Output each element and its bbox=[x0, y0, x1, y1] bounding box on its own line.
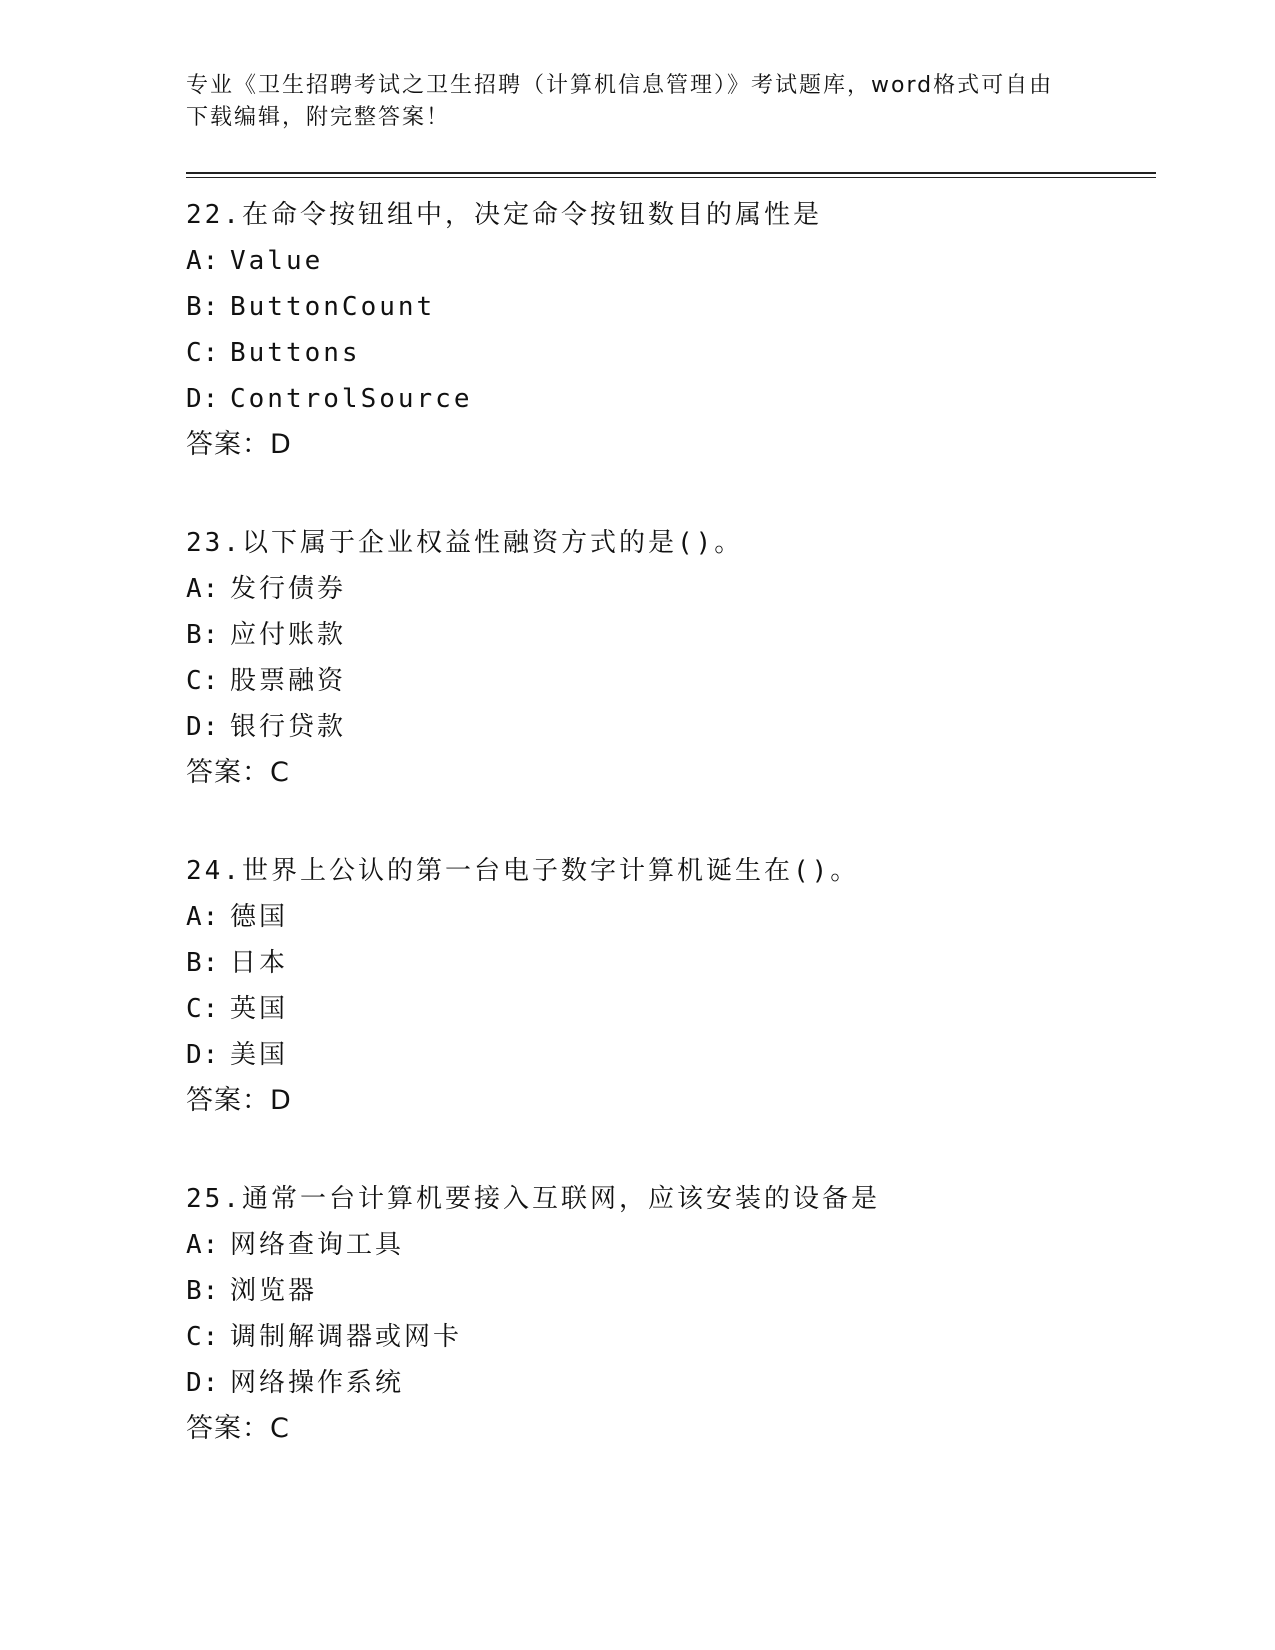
question-25 bbox=[186, 1176, 1156, 1452]
header-divider bbox=[186, 172, 1156, 178]
option-text: 网络操作系统 bbox=[230, 1368, 405, 1398]
option-text: 发行债券 bbox=[230, 574, 347, 604]
option-letter: D: bbox=[186, 1040, 220, 1070]
option-b bbox=[186, 284, 1156, 330]
option-text: 应付账款 bbox=[230, 620, 347, 650]
option-text: 银行贷款 bbox=[230, 712, 347, 742]
option-text: 股票融资 bbox=[230, 666, 347, 696]
option-a bbox=[186, 894, 1156, 940]
question-text: 25.通常一台计算机要接入互联网，应该安装的设备是 bbox=[186, 1184, 880, 1214]
option-letter: B: bbox=[186, 1276, 220, 1306]
option-letter: B: bbox=[186, 292, 220, 322]
question-text: 24.世界上公认的第一台电子数字计算机诞生在()。 bbox=[186, 856, 860, 886]
option-letter: C: bbox=[186, 1322, 220, 1352]
option-c bbox=[186, 986, 1156, 1032]
option-c bbox=[186, 1314, 1156, 1360]
option-text: 网络查询工具 bbox=[230, 1230, 405, 1260]
option-letter: C: bbox=[186, 338, 220, 368]
option-a bbox=[186, 238, 1156, 284]
option-text: 调制解调器或网卡 bbox=[230, 1322, 463, 1352]
option-letter: B: bbox=[186, 948, 220, 978]
question-text: 22.在命令按钮组中，决定命令按钮数目的属性是 bbox=[186, 200, 822, 230]
document-header: 专业《卫生招聘考试之卫生招聘（计算机信息管理）》考试题库，word格式可自由下载编辑，附完整答案！ bbox=[186, 73, 1054, 130]
answer-line: 答案：C bbox=[186, 1413, 290, 1444]
option-letter: B: bbox=[186, 620, 220, 650]
document-page bbox=[186, 70, 1156, 1452]
option-letter: C: bbox=[186, 994, 220, 1024]
question-22 bbox=[186, 192, 1156, 468]
option-d bbox=[186, 1360, 1156, 1406]
option-text: 日本 bbox=[230, 948, 289, 978]
answer-line: 答案：C bbox=[186, 757, 290, 788]
option-a bbox=[186, 1222, 1156, 1268]
option-a bbox=[186, 566, 1156, 612]
option-letter: D: bbox=[186, 1368, 220, 1398]
option-text: ButtonCount bbox=[230, 292, 436, 322]
option-letter: A: bbox=[186, 574, 220, 604]
answer-line: 答案：D bbox=[186, 1085, 292, 1116]
option-letter: D: bbox=[186, 712, 220, 742]
option-text: Value bbox=[230, 246, 324, 276]
question-23 bbox=[186, 520, 1156, 796]
option-c bbox=[186, 330, 1156, 376]
option-letter: A: bbox=[186, 902, 220, 932]
option-b bbox=[186, 1268, 1156, 1314]
option-text: 浏览器 bbox=[230, 1276, 318, 1306]
option-text: ControlSource bbox=[230, 384, 473, 414]
option-letter: C: bbox=[186, 666, 220, 696]
option-text: 德国 bbox=[230, 902, 289, 932]
option-b bbox=[186, 940, 1156, 986]
option-text: Buttons bbox=[230, 338, 361, 368]
question-text: 23.以下属于企业权益性融资方式的是()。 bbox=[186, 528, 744, 558]
option-text: 英国 bbox=[230, 994, 289, 1024]
option-d bbox=[186, 1032, 1156, 1078]
option-text: 美国 bbox=[230, 1040, 289, 1070]
option-letter: D: bbox=[186, 384, 220, 414]
option-letter: A: bbox=[186, 246, 220, 276]
option-b bbox=[186, 612, 1156, 658]
question-24 bbox=[186, 848, 1156, 1124]
option-c bbox=[186, 658, 1156, 704]
option-d bbox=[186, 376, 1156, 422]
option-letter: A: bbox=[186, 1230, 220, 1260]
answer-line: 答案：D bbox=[186, 429, 292, 460]
option-d bbox=[186, 704, 1156, 750]
